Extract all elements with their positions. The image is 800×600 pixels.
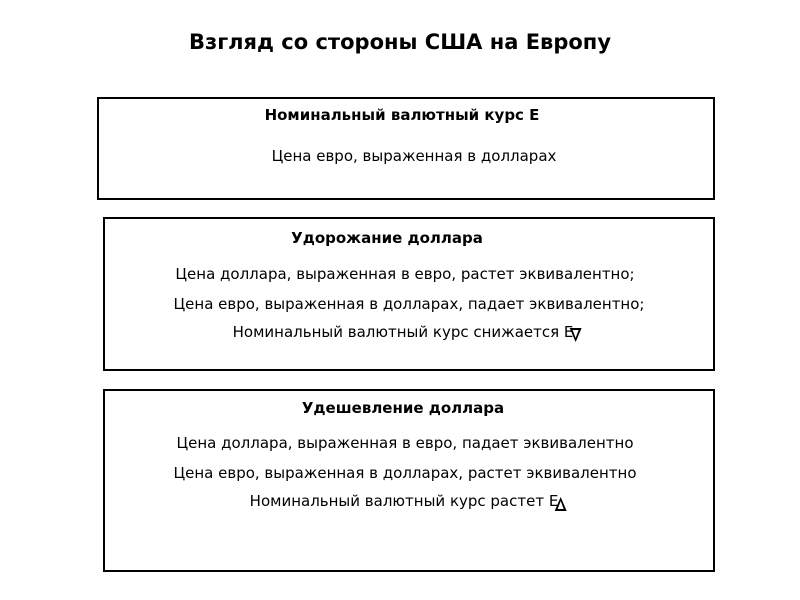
dollar-depreciation-line-3 xyxy=(250,492,567,510)
dollar-appreciation-heading: Удорожание доллара xyxy=(291,229,483,247)
dollar-appreciation-line-3 xyxy=(233,323,582,341)
up-arrow-icon xyxy=(554,497,566,511)
dollar-depreciation-line-3-text: Номинальный валютный курс растет Е xyxy=(249,492,559,510)
dollar-depreciation-line-2: Цена евро, выраженная в долларах, растет эквивалентно xyxy=(173,464,637,482)
nominal-exchange-rate-definition: Цена евро, выраженная в долларах xyxy=(271,147,557,165)
dollar-depreciation-line-1: Цена доллара, выраженная в евро, падает эквивалентно xyxy=(176,434,634,452)
dollar-depreciation-heading: Удешевление доллара xyxy=(301,399,505,417)
page-title: Взгляд со стороны США на Европу xyxy=(188,30,612,54)
nominal-exchange-rate-heading: Номинальный валютный курс Е xyxy=(264,106,540,124)
dollar-appreciation-line-1: Цена доллара, выраженная в евро, растет эквивалентно; xyxy=(175,265,635,283)
dollar-appreciation-line-2: Цена евро, выраженная в долларах, падает эквивалентно; xyxy=(173,295,645,313)
dollar-appreciation-line-3-text: Номинальный валютный курс снижается Е xyxy=(232,323,574,341)
down-arrow-icon xyxy=(569,328,581,342)
